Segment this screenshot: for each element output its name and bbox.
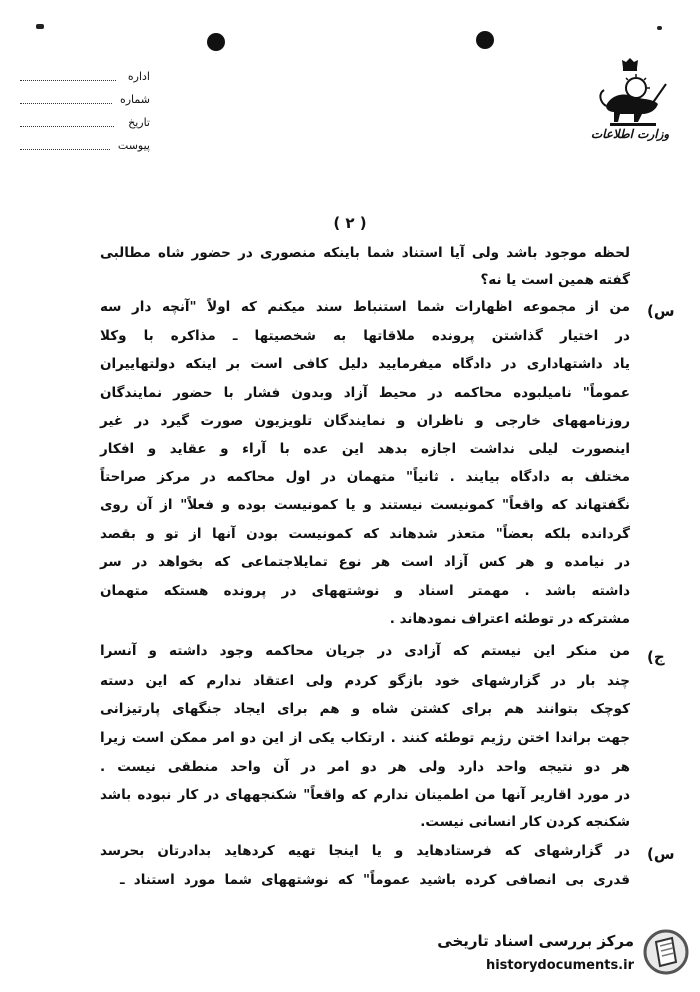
text-line: من از مجموعه اظهارات شما استنباط سند میکنم که اولاً "آنچه دار سه <box>100 299 630 315</box>
archive-name: مرکز بررسی اسناد تاریخی <box>437 932 634 950</box>
text-line: هر دو نتیجه واحد دارد ولی هر دو امر در آن واحد منطقی نیست . <box>100 759 630 775</box>
text-line: عموماً" نامیلبوده محاکمه در محیط آزاد وبدون فشار با حضور نمایندگان <box>100 385 630 401</box>
text-line: اینصورت لیلی نداشت اجازه بدهد این عده با آراء و عقاید و افکار <box>100 441 630 457</box>
text-line: جهت براندا اختن رژیم توطئه کنند . ارتکاب یکی از این دو امر ممکن است زیرا <box>100 730 630 746</box>
page-number: ( ۲ ) <box>333 214 367 232</box>
ink-speck <box>36 24 44 29</box>
text-line: نگفتهاند که واقعاً" کمونیست نیستند و یا کمونیست بوده و فعلاً" از آن روی <box>100 497 630 513</box>
text-line: مشترکه در توطئه اعتراف نمودهاند . <box>389 611 630 627</box>
text-line: لحظه موجود باشد ولی آیا استناد شما باینکه منصوری در حضور شاه مطالبی <box>100 245 630 261</box>
letterhead-field-label: پیوست <box>117 139 150 152</box>
text-line: در گزارشهای که فرستادهاید و یا اینجا تهیه کردهاید بدادرتان بحرسد <box>100 843 630 859</box>
text-line: قدری بی انصافی کرده باشید عموماً" که نوشتههای شما مورد استناد ـ <box>120 872 630 888</box>
text-line: گردانده بلکه بعضاً" متعذر شدهاند که کمونیست بودن آنها از تو و بقصد <box>100 526 630 542</box>
speaker-marker-answer: ج) <box>647 648 665 666</box>
text-line: مختلف به دادگاه بیایند . ثانیاً" متهمان در اول محاکمه در مرکز صراحتاً <box>100 469 630 485</box>
text-line: شکنجه کردن کار انسانی نیست. <box>420 814 630 830</box>
ministry-name: وزارت اطلاعات <box>590 127 670 141</box>
text-line: من منکر این نیستم که آزادی در جریان محاکمه وجود داشته و آنسرا <box>100 643 630 659</box>
text-line: روزنامههای خارجی و ناظران و نمایندگان تلویزیون صورت گیرد در غیر <box>100 413 630 429</box>
letterhead-field-label: شماره <box>119 93 150 106</box>
speaker-marker-question: س) <box>647 845 675 863</box>
archive-url: historydocuments.ir <box>485 958 634 973</box>
lion-and-sun-emblem-icon <box>592 58 672 128</box>
ink-speck <box>657 26 662 30</box>
letterhead-field-label: تاریخ <box>128 116 150 129</box>
text-line: چند بار در گزارشهای خود بازگو کردم ولی اعتقاد ندارم که این دسته <box>100 673 630 689</box>
punch-hole-left <box>207 33 225 51</box>
text-line: در مورد اقاریر آنها من اطمینان ندارم که واقعاً" شکنجههای در کار نبوده باشد <box>100 787 630 803</box>
archive-watermark <box>398 920 696 986</box>
text-line: در نیامده و هر کس آزاد است هر نوع تمایلاجتماعی که بخواهد در سر <box>100 554 630 570</box>
text-line: یاد داشتهاداری در دادگاه میفرمایید دلیل کافی است بر اینکه دولتهاییران <box>100 356 630 372</box>
archive-logo-icon <box>642 928 690 976</box>
text-line: داشته باشد . مهمتر اسناد و نوشتههای در پرونده هستکه متهمان <box>100 583 630 599</box>
text-line: در اختیار گذاشتن پرونده ملاقاتها به شخصیتها ـ مذاکره با وکلا <box>100 328 630 344</box>
letterhead-field-label: اداره <box>127 70 150 83</box>
punch-hole-right <box>476 31 494 49</box>
text-line: گفته همین است یا نه؟ <box>480 272 630 288</box>
text-line: کوچک بتوانند هم برای کشتن شاه و هم برای ایجاد جنگهای پارتیزانی <box>100 701 630 717</box>
speaker-marker-question: س) <box>647 302 675 320</box>
